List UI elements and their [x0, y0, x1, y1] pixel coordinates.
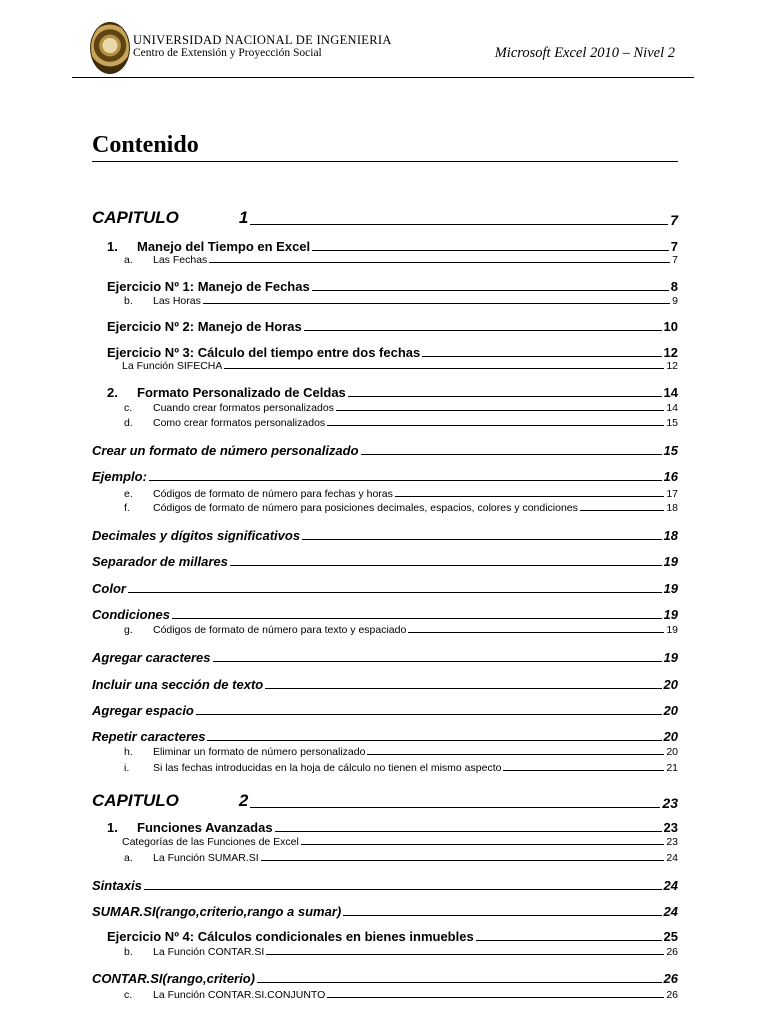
- toc-leader-line: [257, 982, 662, 983]
- toc-page-number: 8: [670, 279, 678, 294]
- toc-entry-label: Agregar caracteres: [92, 650, 211, 665]
- toc-entry-label: Agregar espacio: [92, 703, 194, 718]
- toc-entry-label: Incluir una sección de texto: [92, 677, 264, 692]
- toc-entry-number: i.: [124, 762, 130, 774]
- toc-page-number: 23: [662, 795, 678, 811]
- toc-entry-label: Ejercicio Nº 1: Manejo de Fechas: [107, 279, 310, 294]
- toc-leader-line: [312, 250, 669, 251]
- toc-page-number: 23: [666, 836, 678, 848]
- toc-page-number: 26: [663, 971, 678, 986]
- toc-leader-line: [302, 539, 661, 540]
- toc-leader-line: [327, 997, 664, 998]
- center-name: Centro de Extensión y Proyección Social: [133, 47, 322, 59]
- toc-entry[interactable]: [0, 293, 768, 307]
- toc-page-number: 14: [666, 402, 678, 414]
- toc-entry-label: La Función CONTAR.SI: [153, 946, 265, 958]
- toc-leader-line: [144, 889, 662, 890]
- toc-entry-number: b.: [124, 946, 133, 958]
- toc-leader-line: [336, 410, 664, 411]
- toc-entry-number: c.: [124, 402, 133, 414]
- toc-page-number: 19: [663, 581, 678, 596]
- toc-leader-line: [301, 844, 664, 845]
- toc-entry-label: Crear un formato de número personalizado: [92, 443, 359, 458]
- toc-entry[interactable]: [0, 440, 768, 458]
- toc-entry-label: La Función SUMAR.SI: [153, 852, 259, 864]
- university-name: UNIVERSIDAD NACIONAL DE INGENIERIA: [133, 33, 392, 47]
- toc-leader-line: [203, 303, 670, 304]
- toc-entry[interactable]: [0, 700, 768, 718]
- toc-entry-label: Ejercicio Nº 3: Cálculo del tiempo entre dos fechas: [107, 345, 421, 360]
- toc-entry-number: e.: [124, 488, 133, 500]
- toc-leader-line: [172, 618, 662, 619]
- toc-entry-number: a.: [124, 254, 133, 266]
- toc-leader-line: [207, 740, 661, 741]
- toc-leader-line: [250, 224, 668, 225]
- toc-leader-line: [230, 565, 662, 566]
- toc-entry[interactable]: [0, 875, 768, 893]
- toc-entry-label: Códigos de formato de número para fechas y horas: [153, 488, 393, 500]
- toc-entry-label: Las Fechas: [153, 254, 208, 266]
- toc-leader-line: [250, 807, 660, 808]
- toc-page-number: 20: [663, 729, 678, 744]
- toc-entry-label: Eliminar un formato de número personalizado: [153, 746, 366, 758]
- toc-entry[interactable]: [0, 760, 768, 774]
- toc-leader-line: [265, 688, 661, 689]
- toc-entry[interactable]: [0, 789, 768, 811]
- toc-entry[interactable]: [0, 622, 768, 636]
- toc-leader-line: [213, 661, 662, 662]
- toc-leader-line: [361, 454, 662, 455]
- toc-chapter-number: 1: [238, 208, 249, 227]
- toc-entry[interactable]: [0, 987, 768, 1001]
- toc-entry[interactable]: [0, 316, 768, 334]
- toc-entry-label: Formato Personalizado de Celdas: [137, 385, 346, 400]
- toc-page-number: 21: [666, 762, 678, 774]
- toc-entry[interactable]: [0, 382, 768, 400]
- toc-entry-number: b.: [124, 295, 133, 307]
- toc-entry-number: c.: [124, 989, 133, 1001]
- toc-entry-label: Manejo del Tiempo en Excel: [137, 239, 311, 254]
- toc-entry-number: 2.: [107, 385, 118, 400]
- toc-page-number: 26: [666, 989, 678, 1001]
- toc-entry-number: 1.: [107, 820, 118, 835]
- toc-page-number: 19: [666, 624, 678, 636]
- toc-entry[interactable]: [0, 834, 768, 848]
- toc-leader-line: [224, 368, 664, 369]
- toc-entry[interactable]: [0, 674, 768, 692]
- toc-entry[interactable]: [0, 817, 768, 835]
- toc-entry-label: SUMAR.SI(rango,criterio,rango a sumar): [92, 904, 342, 919]
- toc-entry-label: CAPITULO: [92, 208, 179, 227]
- university-seal-logo: [90, 22, 130, 74]
- toc-entry[interactable]: [0, 486, 768, 500]
- toc-entry[interactable]: [0, 466, 768, 484]
- toc-page-number: 24: [666, 852, 678, 864]
- toc-page-number: 19: [663, 650, 678, 665]
- toc-entry-label: Ejercicio Nº 2: Manejo de Horas: [107, 319, 302, 334]
- header-divider: [72, 77, 694, 78]
- toc-entry-label: Condiciones: [92, 607, 171, 622]
- toc-entry-label: Categorías de las Funciones de Excel: [122, 836, 299, 848]
- toc-entry[interactable]: [0, 647, 768, 665]
- toc-entry[interactable]: [0, 901, 768, 919]
- toc-entry-label: CAPITULO: [92, 791, 179, 810]
- toc-page-number: 26: [666, 946, 678, 958]
- toc-entry-label: Repetir caracteres: [92, 729, 206, 744]
- course-title: Microsoft Excel 2010 – Nivel 2: [494, 45, 675, 61]
- toc-page-number: 20: [663, 703, 678, 718]
- toc-entry[interactable]: [0, 551, 768, 569]
- toc-page-number: 19: [663, 607, 678, 622]
- toc-leader-line: [476, 940, 662, 941]
- toc-page-number: 24: [663, 904, 678, 919]
- toc-entry[interactable]: [0, 850, 768, 864]
- toc-leader-line: [503, 770, 664, 771]
- toc-page-number: 18: [663, 528, 678, 543]
- toc-leader-line: [580, 510, 664, 511]
- toc-entry-number: 1.: [107, 239, 118, 254]
- toc-leader-line: [304, 330, 662, 331]
- toc-title: Contenido: [92, 132, 199, 158]
- toc-entry-number: g.: [124, 624, 133, 636]
- toc-entry-label: Separador de millares: [92, 554, 228, 569]
- toc-page-number: 12: [666, 360, 678, 372]
- toc-page-number: 14: [663, 385, 678, 400]
- toc-page-number: 9: [672, 295, 678, 307]
- toc-page-number: 18: [666, 502, 678, 514]
- toc-leader-line: [408, 632, 664, 633]
- toc-entry-label: Decimales y dígitos significativos: [92, 528, 301, 543]
- toc-entry-label: Códigos de formato de número para texto y espaciado: [153, 624, 407, 636]
- toc-entry[interactable]: [0, 744, 768, 758]
- toc-page-number: 23: [663, 820, 678, 835]
- toc-entry[interactable]: [0, 968, 768, 986]
- toc-entry[interactable]: [0, 726, 768, 744]
- toc-leader-line: [327, 425, 664, 426]
- toc-leader-line: [266, 954, 664, 955]
- toc-leader-line: [196, 714, 662, 715]
- toc-page-number: 16: [663, 469, 678, 484]
- toc-page-number: 24: [663, 878, 678, 893]
- toc-entry-label: Ejercicio Nº 4: Cálculos condicionales en bienes inmuebles: [107, 929, 474, 944]
- toc-page-number: 12: [663, 345, 678, 360]
- toc-entry-number: h.: [124, 746, 133, 758]
- toc-page-number: 7: [672, 254, 678, 266]
- toc-entry[interactable]: [0, 358, 768, 372]
- toc-leader-line: [422, 356, 661, 357]
- toc-entry-label: Ejemplo:: [92, 469, 147, 484]
- toc-entry-label: Si las fechas introducidas en la hoja de cálculo no tienen el mismo aspecto: [153, 762, 502, 774]
- toc-entry[interactable]: [0, 252, 768, 266]
- toc-entry-label: Sintaxis: [92, 878, 142, 893]
- toc-page-number: 20: [666, 746, 678, 758]
- toc-page-number: 20: [663, 677, 678, 692]
- toc-leader-line: [395, 496, 664, 497]
- toc-chapter-number: 2: [238, 791, 249, 810]
- toc-leader-line: [275, 831, 662, 832]
- toc-entry[interactable]: [0, 276, 768, 294]
- toc-leader-line: [149, 480, 662, 481]
- toc-entry-label: La Función SIFECHA: [122, 360, 223, 372]
- toc-page-number: 15: [666, 417, 678, 429]
- toc-entry-label: Como crear formatos personalizados: [153, 417, 326, 429]
- toc-page-number: 7: [670, 239, 678, 254]
- page-header: [0, 0, 768, 80]
- toc-entry[interactable]: [0, 926, 768, 944]
- toc-entry[interactable]: [0, 944, 768, 958]
- toc-entry[interactable]: [0, 525, 768, 543]
- toc-leader-line: [209, 262, 670, 263]
- toc-entry-number: f.: [124, 502, 130, 514]
- toc-entry-label: Códigos de formato de número para posiciones decimales, espacios, colores y condiciones: [153, 502, 578, 514]
- toc-leader-line: [367, 754, 664, 755]
- toc-page-number: 15: [663, 443, 678, 458]
- toc-page-number: 19: [663, 554, 678, 569]
- toc-leader-line: [343, 915, 661, 916]
- toc-entry[interactable]: [0, 415, 768, 429]
- toc-leader-line: [348, 396, 662, 397]
- toc-page-number: 7: [670, 212, 678, 228]
- toc-entry[interactable]: [0, 604, 768, 622]
- toc-entry-label: La Función CONTAR.SI.CONJUNTO: [153, 989, 326, 1001]
- toc-entry-label: Funciones Avanzadas: [137, 820, 273, 835]
- toc-leader-line: [261, 860, 665, 861]
- toc-entry-label: Color: [92, 581, 126, 596]
- toc-entry[interactable]: [0, 578, 768, 596]
- toc-entry-number: d.: [124, 417, 133, 429]
- toc-entry-number: a.: [124, 852, 133, 864]
- toc-page-number: 25: [663, 929, 678, 944]
- toc-leader-line: [128, 592, 662, 593]
- toc-page-number: 10: [663, 319, 678, 334]
- toc-entry-label: Cuando crear formatos personalizados: [153, 402, 334, 414]
- toc-entry[interactable]: [0, 500, 768, 514]
- toc-leader-line: [312, 290, 669, 291]
- toc-entry-label: CONTAR.SI(rango,criterio): [92, 971, 255, 986]
- title-divider: [92, 161, 678, 162]
- toc-entry[interactable]: [0, 400, 768, 414]
- toc-page-number: 17: [666, 488, 678, 500]
- toc-entry[interactable]: [0, 206, 768, 228]
- toc-entry-label: Las Horas: [153, 295, 201, 307]
